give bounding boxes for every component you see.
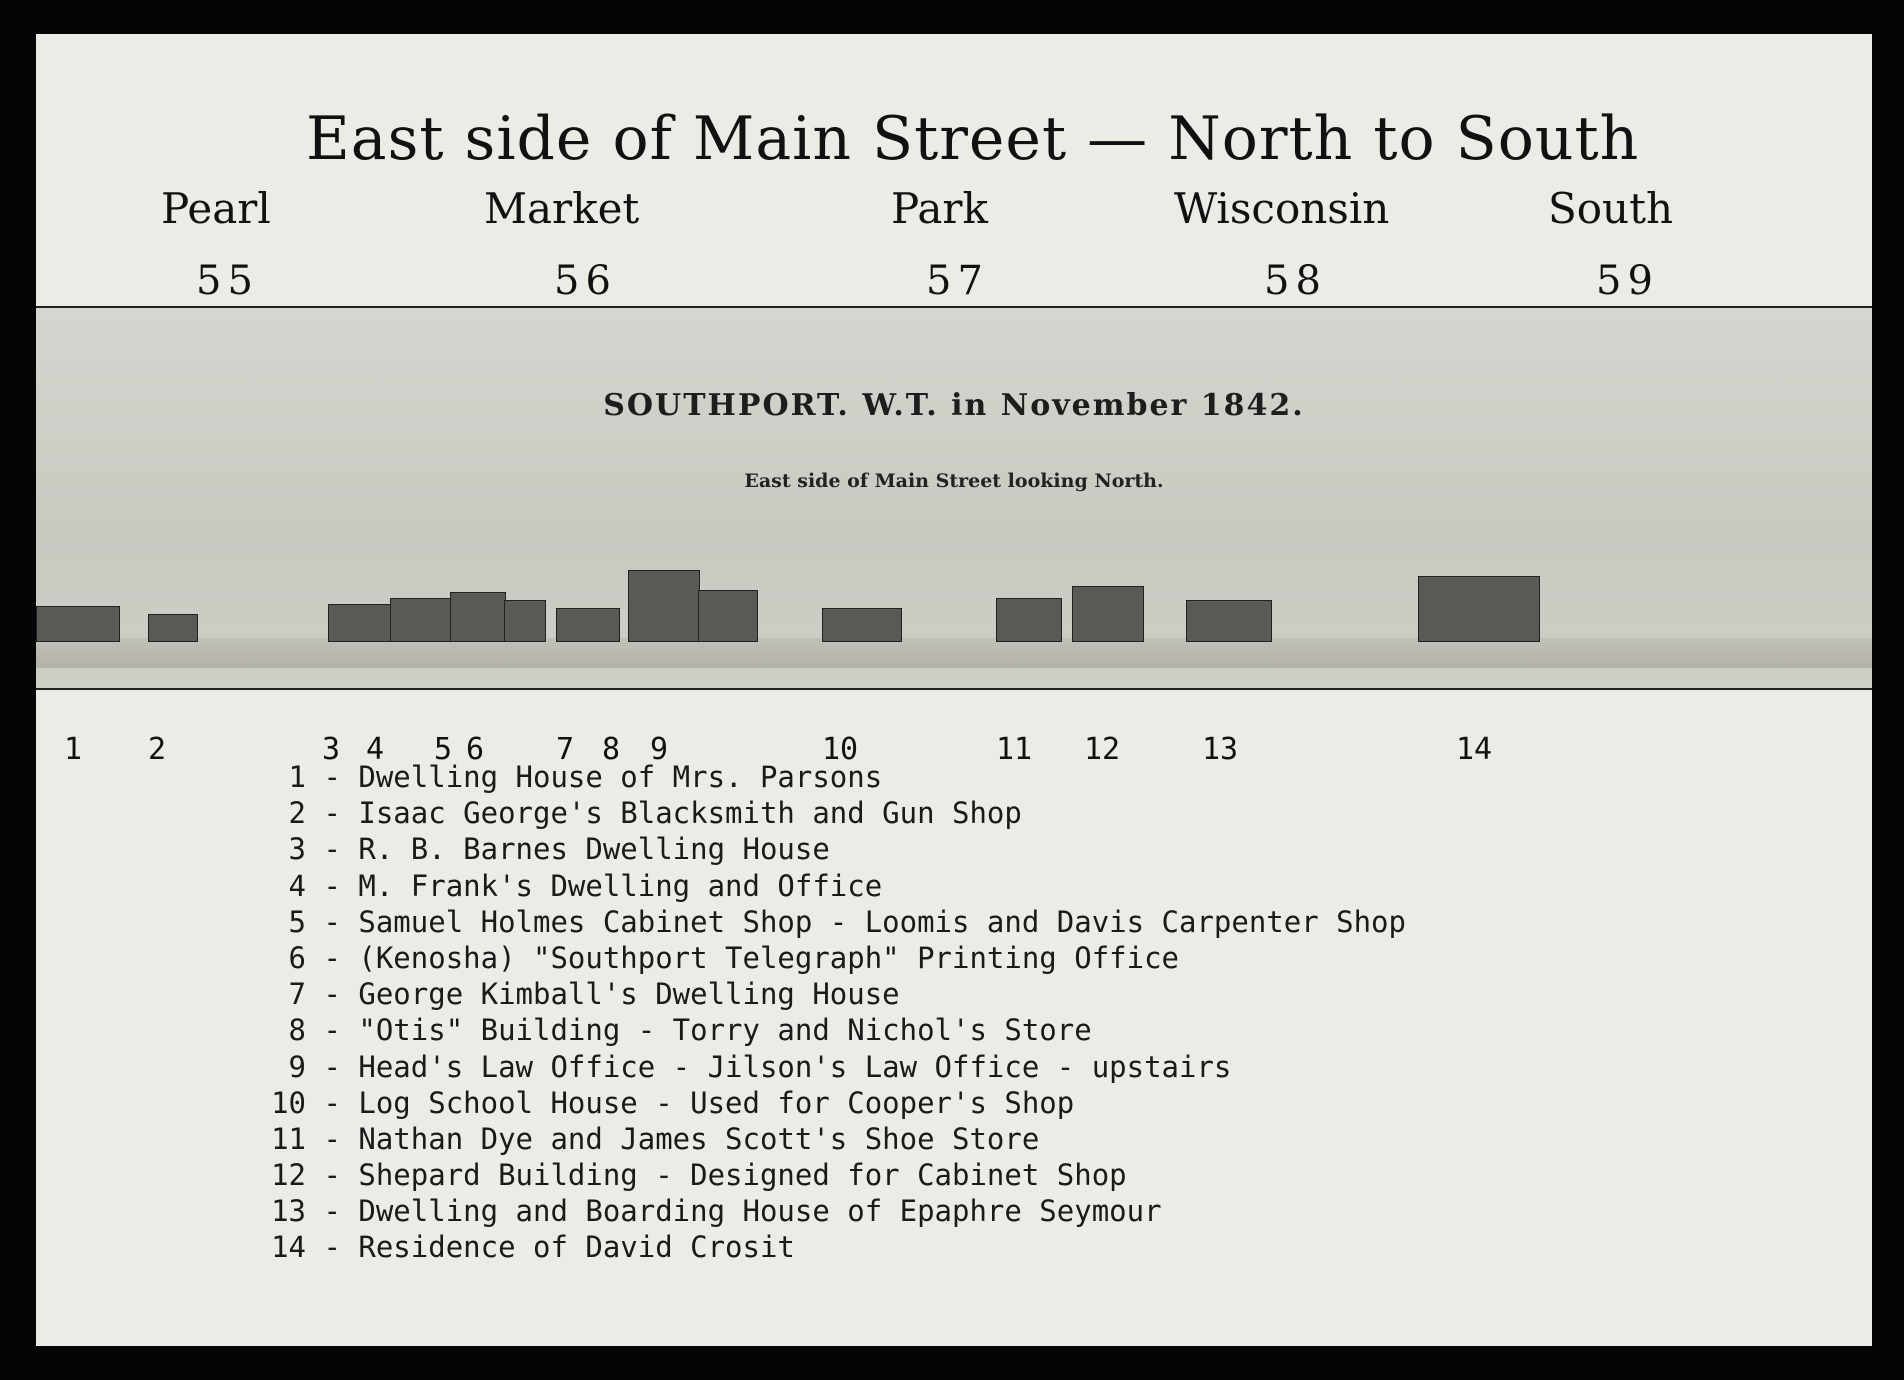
legend-item: 10 - Log School House - Used for Cooper's Shop: [271, 1085, 1075, 1120]
building-number: 3: [322, 732, 341, 767]
legend-item: 14 - Residence of David Crosit: [271, 1230, 795, 1265]
legend-item: 8 - "Otis" Building - Torry and Nichol's Store: [288, 1013, 1092, 1048]
legend-item: 4 - M. Frank's Dwelling and Office: [288, 868, 883, 903]
street-number-55: 55: [196, 258, 259, 304]
building-13: [1186, 600, 1272, 642]
street-number-59: 59: [1596, 258, 1659, 304]
legend-list: [246, 759, 1406, 1266]
illustration-title: SOUTHPORT. W.T. in November 1842.: [603, 388, 1305, 423]
legend-item: 1 - Dwelling House of Mrs. Parsons: [288, 760, 883, 794]
building-9: [698, 590, 758, 642]
building-2: [148, 614, 198, 642]
street-number-56: 56: [554, 258, 617, 304]
building-number: 5: [434, 732, 453, 767]
legend-item: 2 - Isaac George's Blacksmith and Gun Shop: [288, 796, 1022, 831]
legend-item: 9 - Head's Law Office - Jilson's Law Office - upstairs: [288, 1049, 1232, 1084]
building-12: [1072, 586, 1144, 642]
building-8: [628, 570, 700, 642]
legend-item: 7 - George Kimball's Dwelling House: [288, 977, 900, 1012]
building-number: 4: [366, 732, 385, 767]
building-number: 10: [822, 732, 859, 767]
building-3: [328, 604, 392, 642]
building-number: 1: [64, 732, 83, 767]
street-illustration: [36, 306, 1872, 690]
building-number: 13: [1202, 732, 1239, 767]
page-title: East side of Main Street — North to South: [306, 104, 1640, 174]
street-wisconsin: Wisconsin: [1174, 184, 1390, 233]
legend-item: 11 - Nathan Dye and James Scott's Shoe Store: [271, 1121, 1040, 1156]
building-7: [556, 608, 620, 642]
street-number-57: 57: [926, 258, 989, 304]
legend-item: 6 - (Kenosha) "Southport Telegraph" Printing Office: [288, 940, 1179, 975]
street-south: South: [1548, 184, 1674, 233]
building-number: 6: [466, 732, 485, 767]
street-number-58: 58: [1264, 258, 1327, 304]
legend-item: 12 - Shepard Building - Designed for Cabinet Shop: [271, 1158, 1127, 1193]
legend-item: 13 - Dwelling and Boarding House of Epaphre Seymour: [271, 1194, 1162, 1229]
building-5: [450, 592, 506, 642]
ground-line: [36, 638, 1872, 668]
building-number: 11: [996, 732, 1033, 767]
street-park: Park: [891, 184, 988, 233]
building-number: 12: [1084, 732, 1121, 767]
building-number: 9: [650, 732, 669, 767]
legend-item: 3 - R. B. Barnes Dwelling House: [288, 832, 830, 867]
building-number: 2: [148, 732, 167, 767]
building-4: [390, 598, 452, 642]
building-number: 7: [556, 732, 575, 767]
building-6: [504, 600, 546, 642]
building-11: [996, 598, 1062, 642]
document-card: [36, 34, 1872, 1346]
building-10: [822, 608, 902, 642]
illustration-subtitle: East side of Main Street looking North.: [744, 470, 1164, 492]
legend-item: 5 - Samuel Holmes Cabinet Shop - Loomis and Davis Carpenter Shop: [288, 904, 1406, 939]
building-number: 14: [1456, 732, 1493, 767]
building-1: [36, 606, 120, 642]
street-market: Market: [484, 184, 640, 233]
building-14: [1418, 576, 1540, 642]
building-number: 8: [602, 732, 621, 767]
street-pearl: Pearl: [161, 184, 271, 233]
